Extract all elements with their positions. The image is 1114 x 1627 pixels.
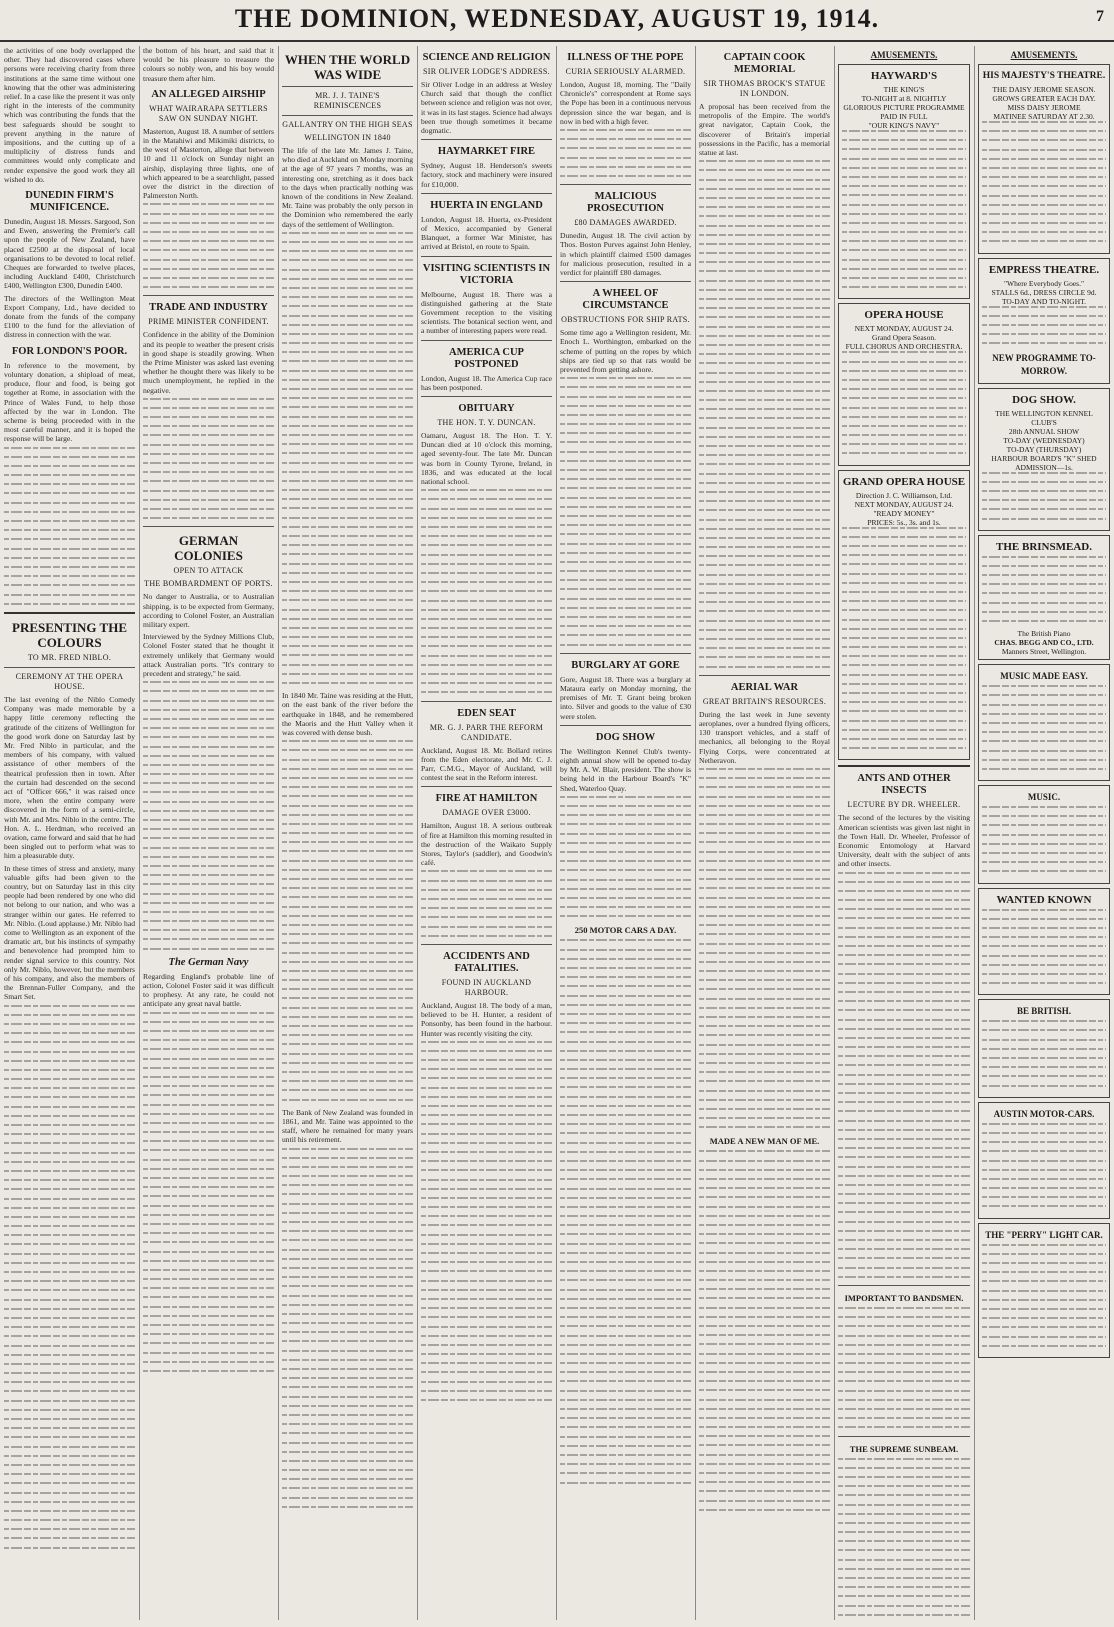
article-text: Masterton, August 18. A number of settlers in the Matahiwi and Mikimiki districts, to the west of Masterton, allege that between 10 and 11 o'clock on Sunday night an airship, displaying three lights, one of which appeared to be a searchlight, passed over the district in the direction of Palmerston North. [143,126,274,201]
headline: SCIENCE AND RELIGION [422,52,551,63]
column-1 [4,46,135,1620]
headline: AMERICA CUP POSTPONED [449,346,524,370]
ad-line: TO-NIGHT at 8. NIGHTLY [861,94,947,103]
column-7 [838,46,970,1620]
advertisement [838,303,970,465]
headline: BURGLARY AT GORE [571,659,680,671]
ad-line: "Where Everybody Goes." [1003,278,1085,288]
divider [282,86,413,87]
advertisement [978,258,1110,384]
headline: EDEN SEAT [457,707,516,719]
ad-line: GLORIOUS PICTURE PROGRAMME [843,103,965,112]
headline: The German Navy [168,956,249,968]
divider [421,256,552,257]
advertisement [978,388,1110,531]
headline: VISITING SCIENTISTS IN VICTORIA [422,262,551,286]
text-filler [4,1005,135,1549]
text-filler [982,472,1106,520]
text-filler [143,203,274,288]
article-text: Hamilton, August 18. A serious outbreak of fire at Hamilton this morning resulted in the destruction of the Waikato Supply Stores, Taylor's (saddler), and Goodwin's café. [421,821,552,868]
advertisement [838,470,970,761]
article-text: Auckland, August 18. The body of a man, believed to be H. Hunter, a resident of Ponsonby, has been found in the harbour. Hunter was recently visiting the city. [421,1000,552,1038]
text-filler [421,489,552,693]
article-text: During the last week in June seventy aeroplanes, over a hundred flying officers, 130 transport vehicles, and a staff of mechanics, all belonging to the Royal Flying Corps, were concentrated at Netheravon. [699,709,830,765]
headline: CAPTAIN COOK MEMORIAL [723,52,806,75]
divider [560,725,691,726]
text-filler [282,740,413,1100]
divider [699,675,830,676]
divider [143,295,274,296]
article-text: Confidence in the ability of the Dominion and its people to weather the present crisis in good shape is steadily growing. When the Prime Minister was asked last evening whether he thought there was likely to be much unemployment, he replied in the negative. [143,330,274,395]
column-rule [695,46,696,1620]
headline: ACCIDENTS AND FATALITIES. [443,950,530,974]
ad-line: TO-DAY AND TO-NIGHT. [1001,296,1087,306]
article-text: Interviewed by the Sydney Millions Club, Colonel Foster stated that he thought it extremely unlikely that Germany would attack Australian ports. "It's contrary to precedent and strategy," he said. [143,632,274,678]
headline: DOG SHOW [595,731,656,743]
article-text: Dunedin, August 18. Messrs. Sargood, Son and Ewen, answering the Premier's call upon the people of New Zealand, have placed £2500 at the disposal of local organisations to be devoted to local relief. Cheques are forwarded to twelve places, including Auckland £400, Christchurch £400, Wellington £300, Dunedin £400. [4,217,135,291]
subheadline: MR. J. J. TAINE'S REMINISCENCES [313,91,382,110]
headline: WHEN THE WORLD WAS WIDE [284,52,411,82]
ad-title: NEW PROGRAMME TO-MORROW. [992,352,1096,376]
advertisement [978,999,1110,1098]
headline: HUERTA IN ENGLAND [430,199,543,211]
headline: FOR LONDON'S POOR. [11,345,128,357]
divider [838,1436,970,1437]
text-filler [421,1041,552,1401]
subheadline: OBSTRUCTIONS FOR SHIP RATS. [561,315,690,325]
ad-title: EMPRESS THEATRE. [988,263,1100,276]
article-text: The life of the late Mr. James J. Taine, who died at Auckland on Monday morning at the age of 97 years 7 months, was an interesting one, stretching as it does back to the days when practically nothing was known of the conditions in New Zealand. Mr. Taine was probably the only person in the Dominion who remembered the early days of the settlement of Wellington. [282,146,413,229]
article-text: London, August 18, morning. The "Daily Chronicle's" correspondent at Rome says the Pope has been in a continuous nervous depression since the war began, and is now in bed with a high fever. [560,80,691,126]
divider [4,667,135,668]
ad-title: HIS MAJESTY'S THEATRE. [982,71,1106,81]
ad-line: Manners Street, Wellington. [1001,647,1087,657]
subheadline: MR. G. J. PARR THE REFORM CANDIDATE. [429,722,544,742]
headline: DUNEDIN FIRM'S MUNIFICENCE. [25,190,114,214]
divider [421,701,552,702]
ad-title: OPERA HOUSE [864,309,944,322]
ad-line: GROWS GREATER EACH DAY. [992,94,1096,103]
article-text: Dunedin, August 18. The civil action by Thos. Boston Purves against John Henley, in which plaintiff claimed £500 damages for malicious prosecution, resulted in a verdict for plaintiff £80 damages. [560,231,691,277]
article-text: the activities of one body overlapped the other. They had discovered cases where persons were receiving charity from three institutions at the same time without one knowing that the other was administering relief. In a case like the present it was only right in the interests of the community which was contributing the funds that the best safeguards should be sought to prevent anything in the nature of impositions, and the cutting up of a multiplicity of distress funds and committees would only complicate and render expensive the good work they all wished to do. [4,46,135,184]
subheadline: WHAT WAIRARAPA SETTLERS SAW ON SUNDAY NIGHT. [149,103,268,123]
article-text: The Bank of New Zealand was founded in 1861, and Mr. Taine was appointed to the staff, where he remained for many years until his retirement. [282,1107,413,1145]
ad-line: Grand Opera Season. [872,333,936,343]
divider [560,184,691,185]
masthead [0,0,1114,42]
divider [560,281,691,282]
column-rule [278,46,279,1620]
text-filler [282,232,413,684]
ad-line: ADMISSION—1s. [1015,462,1073,472]
article-text: Gore, August 18. There was a burglary at Mataura early on Monday morning, the premises of Mr. T. Grant being broken into. Silver and goods to the value of £30 were stolen. [560,674,691,721]
article-text: Some time ago a Wellington resident, Mr. Enoch L. Worthington, embarked on the scheme of putting on the ropes by which ships are tied up so that rats would be prevented from getting ashore. [560,328,691,374]
divider [4,612,135,614]
ad-title: HAYWARD'S [870,70,938,82]
ad-title: WANTED KNOWN [996,893,1092,906]
ad-line: HARBOUR BOARD'S "K" SHED [991,453,1097,463]
article-text: Regarding England's probable line of action, Colonel Foster said it was difficult to prophesy. At any rate, he could not anticipate any great naval battle. [143,971,274,1009]
headline: PRESENTING THE COLOURS [12,619,127,650]
column-rule [974,46,975,1620]
ad-title: MUSIC. [1027,792,1061,803]
text-filler [982,121,1106,242]
ad-title: DOG SHOW. [1012,393,1076,406]
headline: ANTS AND OTHER INSECTS [857,773,951,797]
divider [421,193,552,194]
text-filler [982,1020,1106,1086]
ad-line: THE WELLINGTON KENNEL CLUB'S [995,408,1093,427]
column-8 [978,46,1110,1620]
headline: AERIAL WAR [730,681,799,693]
ad-line: PAID IN FULL [880,112,928,121]
subheadline: GREAT BRITAIN'S RESOURCES. [702,696,827,706]
text-filler [982,685,1106,770]
article-text: In reference to the movement, by voluntary donation, a shipload of meat, produce, flour and food, is being got together at Rome, in association with the Prince of Wales Fund, to help those affected by the war in London. The scheme is being proceeded with in the most careful manner, and it is hoped the response will be large. [4,360,135,444]
article-text: The last evening of the Niblo Comedy Company was made memorable by a happy little ceremony reflecting the gratitude of the citizens of Wellington for the good work done on Saturday last by Mr. Fred Niblo in particular, and the members of his company, with valued assistance of other members of the theatrical profession then in town. After the curtain had descended on the second act of "Officer 666," it was raised once more, when the entire company were discovered in the form of a semi-circle, with Mr. and Mrs. Niblo in the centre. The Hon. A. L. Herdman, who received an ovation, came forward and said that he had been singled out to perform what was to him a pleasurable duty. [4,694,135,861]
text-filler [699,768,830,1128]
text-filler [982,909,1106,985]
ad-title: GRAND OPERA HOUSE [842,475,966,488]
divider [421,786,552,787]
subheadline: LECTURE BY DR. WHEELER. [847,800,961,810]
article-text: The Wellington Kennel Club's twenty-eighth annual show will be opened to-day by Mr. A. W. Blair, president. The show is being held in the Harbour Board's "K" Shed, Waterloo Quay. [560,746,691,793]
article-text: Sir Oliver Lodge in an address at Wesley Church said that though the conflict between science and religion was not over, it was in its last stages. Science had always been true though sometimes it became dogmatic. [421,80,552,136]
article-text: Melbourne, August 18. There was a distinguished gathering at the State Government reception to the visiting scientists. The botanical section went, and a number of interesting papers were read. [421,289,552,336]
text-filler [143,398,274,519]
headline: ILLNESS OF THE POPE [567,52,684,63]
divider [421,139,552,140]
column-rule [139,46,140,1620]
headline: TRADE AND INDUSTRY [149,302,268,314]
ad-line: STALLS 6d., DRESS CIRCLE 9d. [991,287,1097,297]
divider [838,1285,970,1286]
ad-line: MISS DAISY JEROME [1007,103,1081,112]
headline: IMPORTANT TO BANDSMEN. [844,1292,964,1303]
text-filler [560,129,691,177]
text-filler [699,160,830,667]
masthead-title: THE DOMINION, WEDNESDAY, AUGUST 19, 1914. [234,4,880,33]
subheadline: THE BOMBARDMENT OF PORTS. [144,579,273,589]
divider [421,340,552,341]
ad-line: MATINEE SATURDAY AT 2.30. [993,112,1095,121]
ad-line: The British Piano [1017,629,1071,639]
column-4 [421,46,552,1620]
ad-title: THE BRINSMEAD. [996,540,1092,553]
ad-title: BE BRITISH. [1016,1006,1072,1017]
headline: A WHEEL OF CIRCUMSTANCE [582,288,669,312]
column-5 [560,46,691,1620]
text-filler [982,556,1106,622]
subheadline: TO MR. FRED NIBLO. [27,652,112,662]
advertisement [978,888,1110,996]
advertisement [978,664,1110,781]
text-filler [560,939,691,1483]
advertisement [978,785,1110,884]
ad-line: NEXT MONDAY, AUGUST 24. [854,499,954,509]
headline: MALICIOUS PROSECUTION [586,191,664,215]
subheadline: £80 DAMAGES AWARDED. [574,218,677,228]
ad-line: NEXT MONDAY, AUGUST 24. [854,324,954,334]
ad-line: "READY MONEY" [873,508,935,518]
subheadline: FOUND IN AUCKLAND HARBOUR. [441,977,532,997]
section-header: AMUSEMENTS. [1010,50,1078,60]
text-filler [982,1123,1106,1208]
advertisement [978,1223,1110,1358]
headline: FIRE AT HAMILTON [435,793,538,805]
ad-line: TO-DAY (WEDNESDAY) [1003,435,1085,445]
ad-line: FULL CHORUS AND ORCHESTRA. [845,342,963,352]
headline: HAYMARKET FIRE [437,146,536,158]
advertisement [838,64,970,299]
subheadline: THE HON. T. Y. DUNCAN. [437,418,536,428]
subheadline: DAMAGE OVER £3000. [442,808,531,818]
ad-subtitle: THE KING'S [883,85,925,94]
divider [560,653,691,654]
ad-title: MUSIC MADE EASY. [1000,671,1088,682]
ad-title: THE "PERRY" LIGHT CAR. [985,1229,1103,1240]
subheadline: SIR OLIVER LODGE'S ADDRESS. [423,67,550,76]
headline: MADE A NEW MAN OF ME. [709,1136,820,1147]
column-3 [282,46,413,1620]
advertisement [978,535,1110,661]
text-filler [560,796,691,917]
column-rule [417,46,418,1620]
text-filler [842,527,966,750]
headline: THE SUPREME SUNBEAM. [849,1443,959,1454]
text-filler [4,447,135,605]
text-filler [842,351,966,454]
subheadline: PRIME MINISTER CONFIDENT. [148,317,269,327]
ad-line: PRICES: 5s., 3s. and 1s. [867,517,941,527]
ad-line: CHAS. BEGG AND CO., LTD. [994,638,1094,648]
text-filler [421,870,552,936]
section-header: AMUSEMENTS. [870,50,938,60]
article-text: London, August 18. The America Cup race has been postponed. [421,373,552,392]
subheadline: CEREMONY AT THE OPERA HOUSE. [15,671,124,691]
subheadline: OPEN TO ATTACK [173,566,244,576]
ad-line: 28th ANNUAL SHOW [1008,426,1080,436]
text-filler [560,377,691,645]
divider [421,396,552,397]
headline: GERMAN COLONIES [174,533,243,564]
text-filler [838,1458,970,1620]
text-filler [143,1012,274,1372]
subheadline: CURIA SERIOUSLY ALARMED. [565,67,686,76]
divider [282,115,413,116]
ad-line: THE DAISY JEROME SEASON. [992,85,1096,94]
text-filler [838,1307,970,1428]
column-2 [143,46,274,1620]
advertisement [978,64,1110,254]
subheadline: WELLINGTON IN 1840 [304,133,391,142]
article-text: In these times of stress and anxiety, many valuable gifts had been given to the country, but on Saturday last in this city people had been rendered by one who did not belong to our nation, and who was a stranger within our gates. He referred to Mr. Niblo. (Loud applause.) Mr. Niblo had come to Wellington as an exponent of the dramatic art, but his instincts of sympathy and benevolence had prompted him to render signal service to this country. Not only Mr. Niblo, however, but the members of his company, and also the members of the Brennan-Fuller Company, and the Smart Set. [4,863,135,1002]
page-number: 7 [1096,8,1104,25]
text-filler [982,306,1106,345]
advertisement [978,1102,1110,1219]
article-text: The directors of the Wellington Meat Export Company, Ltd., have decided to donate from the funds of the company £100 to the fund for the alleviation of distress in connection with the war. [4,293,135,340]
text-filler [842,130,966,288]
article-text: Oamaru, August 18. The Hon. T. Y. Duncan died at 10 o'clock this morning, aged seventy-four. The late Mr. Duncan was born in County Tyrone, Ireland, in 1836, and was educated at the local national school. [421,431,552,487]
text-filler [838,872,970,1278]
column-6 [699,46,830,1620]
subheadline: GALLANTRY ON THE HIGH SEAS [282,120,413,129]
text-filler [982,806,1106,872]
ad-line: TO-DAY (THURSDAY) [1006,444,1082,454]
article-text: No danger to Australia, or to Australian shipping, is to be expected from Germany, according to Colonel Foster, an Australian military expert. [143,592,274,629]
article-text: A proposal has been received from the metropolis of the Empire. The world's great navigator, Captain Cook, the discoverer of Britain's imperial possessions in the Pacific, has a memorial statue at last. [699,102,830,158]
text-filler [982,1244,1106,1347]
divider [143,526,274,527]
article-text: London, August 18. Huerta, ex-President of Mexico, accompanied by General Blanquet, a former War Minister, has arrived at Bristol, en route to Spain. [421,214,552,252]
column-rule [556,46,557,1620]
text-filler [699,1150,830,1510]
text-filler [143,681,274,949]
divider [421,944,552,945]
subheadline: SIR THOMAS BROCK'S STATUE IN LONDON. [703,79,826,98]
ad-line: Direction J. C. Williamson, Ltd. [855,490,953,500]
headline: AN ALLEGED AIRSHIP [151,88,266,100]
divider [838,765,970,767]
article-text: the bottom of his heart, and said that it would be his pleasure to treasure the colours so nobly won, and his boy would treasure them after him. [143,46,274,83]
ad-line: "OUR KING'S NAVY" [868,121,940,130]
article-text: In 1840 Mr. Taine was residing at the Hutt, on the east bank of the river before the earthquake in 1848, and he remembered the Maoris and the Hutt Valley when it was covered with dense bush. [282,691,413,738]
ad-title: AUSTIN MOTOR-CARS. [993,1108,1095,1119]
article-text: The second of the lectures by the visiting American scientists was given last night in the Town Hall. Dr. Wheeler, Professor of Economic Entomology at Harvard University, dealt with the subject of ants and other insects. [838,813,970,869]
article-text: Auckland, August 18. Mr. Bollard retires from the Eden electorate, and Mr. C. J. Parr, C.M.G., Mayor of Auckland, will contest the seat in the Reform interest. [421,745,552,783]
headline: 250 MOTOR CARS A DAY. [574,925,677,936]
headline: OBITUARY [458,403,515,415]
text-filler [282,1148,413,1508]
article-text: Sydney, August 18. Henderson's sweets factory, stock and machinery were insured for £10,000. [421,161,552,189]
column-rule [834,46,835,1620]
